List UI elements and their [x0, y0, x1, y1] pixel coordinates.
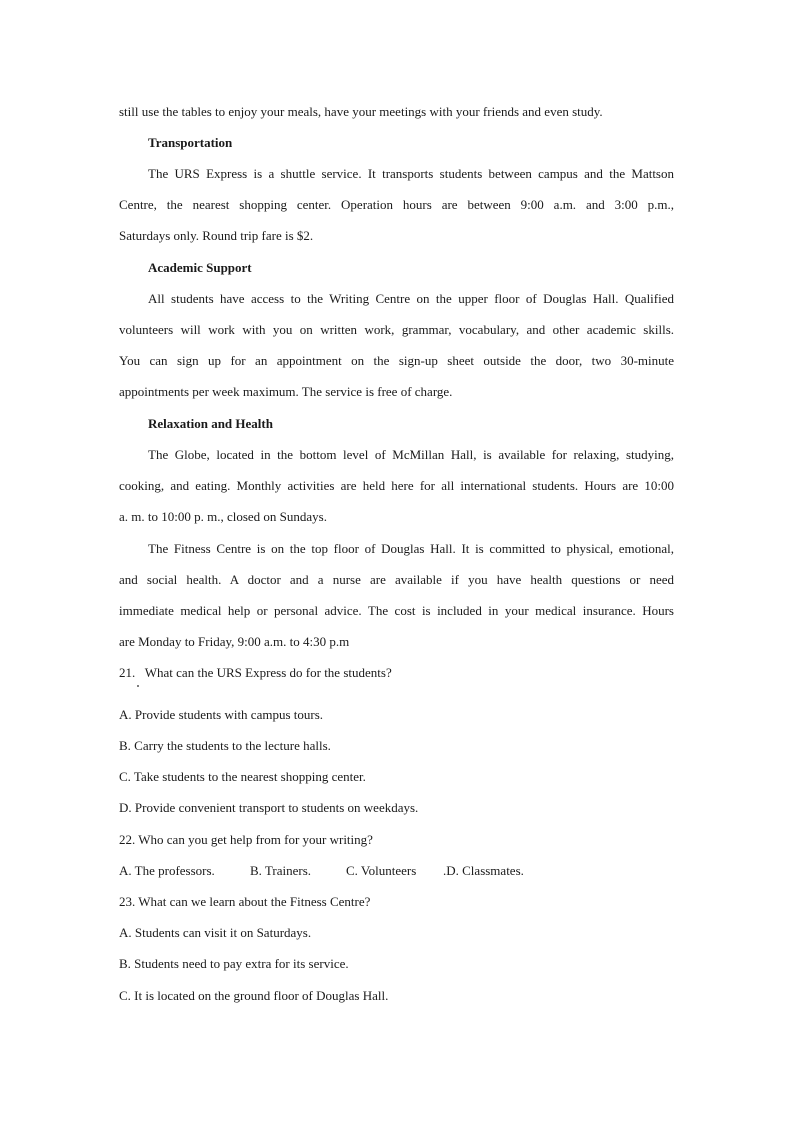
question-23-option-b: B. Students need to pay extra for its service.	[119, 956, 349, 971]
academic-line-2: volunteers will work with you on written work, grammar, vocabulary, and other academic skills.	[119, 322, 674, 337]
globe-line-2: cooking, and eating. Monthly activities are held here for all international students. Hours are 10:00	[119, 478, 674, 493]
question-23-option-a: A. Students can visit it on Saturdays.	[119, 925, 312, 940]
globe-line-1: The Globe, located in the bottom level of McMillan Hall, is available for relaxing, studying,	[148, 447, 674, 462]
globe-line-3: a. m. to 10:00 p. m., closed on Sundays.	[119, 509, 327, 524]
question-21-option-c: C. Take students to the nearest shopping center.	[119, 769, 366, 784]
question-22-stem: 22. Who can you get help from for your writing?	[119, 832, 373, 847]
heading-relaxation-health: Relaxation and Health	[148, 416, 273, 431]
question-21-option-d: D. Provide convenient transport to students on weekdays.	[119, 800, 419, 815]
question-22-option-c: C. Volunteers	[346, 863, 417, 878]
transportation-line-1: The URS Express is a shuttle service. It transports students between campus and the Mattson	[148, 166, 674, 181]
heading-transportation: Transportation	[148, 135, 233, 150]
question-21-option-b: B. Carry the students to the lecture halls.	[119, 738, 331, 753]
transportation-line-2: Centre, the nearest shopping center. Operation hours are between 9:00 a.m. and 3:00 p.m.,	[119, 197, 674, 212]
question-22-option-b: B. Trainers.	[250, 863, 312, 878]
academic-line-4: appointments per week maximum. The service is free of charge.	[119, 384, 453, 399]
question-21-option-a: A. Provide students with campus tours.	[119, 707, 324, 722]
question-21-stem: 21. What can the URS Express do for the students?	[119, 665, 392, 680]
fitness-line-1: The Fitness Centre is on the top floor of Douglas Hall. It is committed to physical, emotional,	[148, 541, 674, 556]
transportation-line-3: Saturdays only. Round trip fare is $2.	[119, 228, 314, 243]
fitness-line-3: immediate medical help or personal advice. The cost is included in your medical insurance. Hours	[119, 603, 674, 618]
fitness-line-2: and social health. A doctor and a nurse are available if you have health questions or need	[119, 572, 674, 587]
question-23-option-c: C. It is located on the ground floor of Douglas Hall.	[119, 988, 389, 1003]
heading-academic-support: Academic Support	[148, 260, 252, 275]
academic-line-3: You can sign up for an appointment on the sign-up sheet outside the door, two 30-minute	[119, 353, 674, 368]
fitness-line-4: are Monday to Friday, 9:00 a.m. to 4:30 p.m	[119, 634, 350, 649]
question-22-option-d: .D. Classmates.	[443, 863, 524, 878]
stray-mark	[137, 685, 139, 687]
passage-intro-tail: still use the tables to enjoy your meals, have your meetings with your friends and even study.	[119, 104, 603, 119]
question-22-option-a: A. The professors.	[119, 863, 215, 878]
question-23-stem: 23. What can we learn about the Fitness Centre?	[119, 894, 371, 909]
academic-line-1: All students have access to the Writing Centre on the upper floor of Douglas Hall. Qualified	[148, 291, 674, 306]
